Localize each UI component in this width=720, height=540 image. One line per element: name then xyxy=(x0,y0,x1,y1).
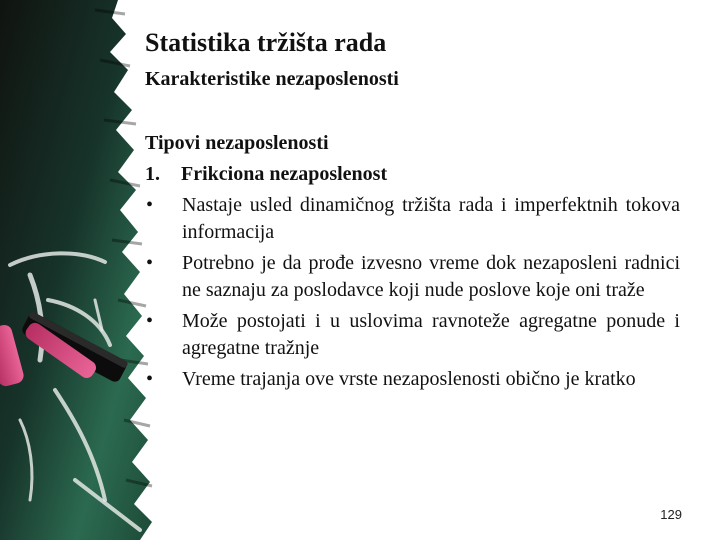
bullet-list xyxy=(145,192,680,393)
bullet-text: Vreme trajanja ove vrste nezaposlenosti obično je kratko xyxy=(182,368,636,390)
numbered-item xyxy=(145,160,680,188)
numbered-item-label: Frikciona nezaposlenost xyxy=(181,163,388,185)
bullet-item xyxy=(145,366,680,393)
bullet-text: Nastaje usled dinamičnog tržišta rada i imperfektnih tokova informacija xyxy=(182,194,680,243)
slide-subtitle: Karakteristike nezaposlenosti xyxy=(145,68,399,90)
bullet-text: Potrebno je da prođe izvesno vreme dok nezaposleni radnici ne saznaju za poslodavce koji nude poslove koje oni traže xyxy=(182,252,680,301)
slide-content xyxy=(145,28,680,393)
bullet-item xyxy=(145,308,680,362)
bullet-text: Može postojati i u uslovima ravnoteže agregatne ponude i agregatne tražnje xyxy=(182,310,680,359)
bullet-icon: • xyxy=(146,310,154,332)
bullet-icon: • xyxy=(146,252,154,274)
chalkboard-decoration xyxy=(0,0,160,540)
section-heading: Tipovi nezaposlenosti xyxy=(145,132,329,154)
bullet-icon: • xyxy=(146,368,154,390)
bullet-icon: • xyxy=(146,194,154,216)
bullet-item xyxy=(145,192,680,246)
slide-title: Statistika tržišta rada xyxy=(145,28,387,57)
page-number: 129 xyxy=(660,507,682,522)
bullet-item xyxy=(145,250,680,304)
numbered-item-marker: 1. xyxy=(145,163,160,185)
